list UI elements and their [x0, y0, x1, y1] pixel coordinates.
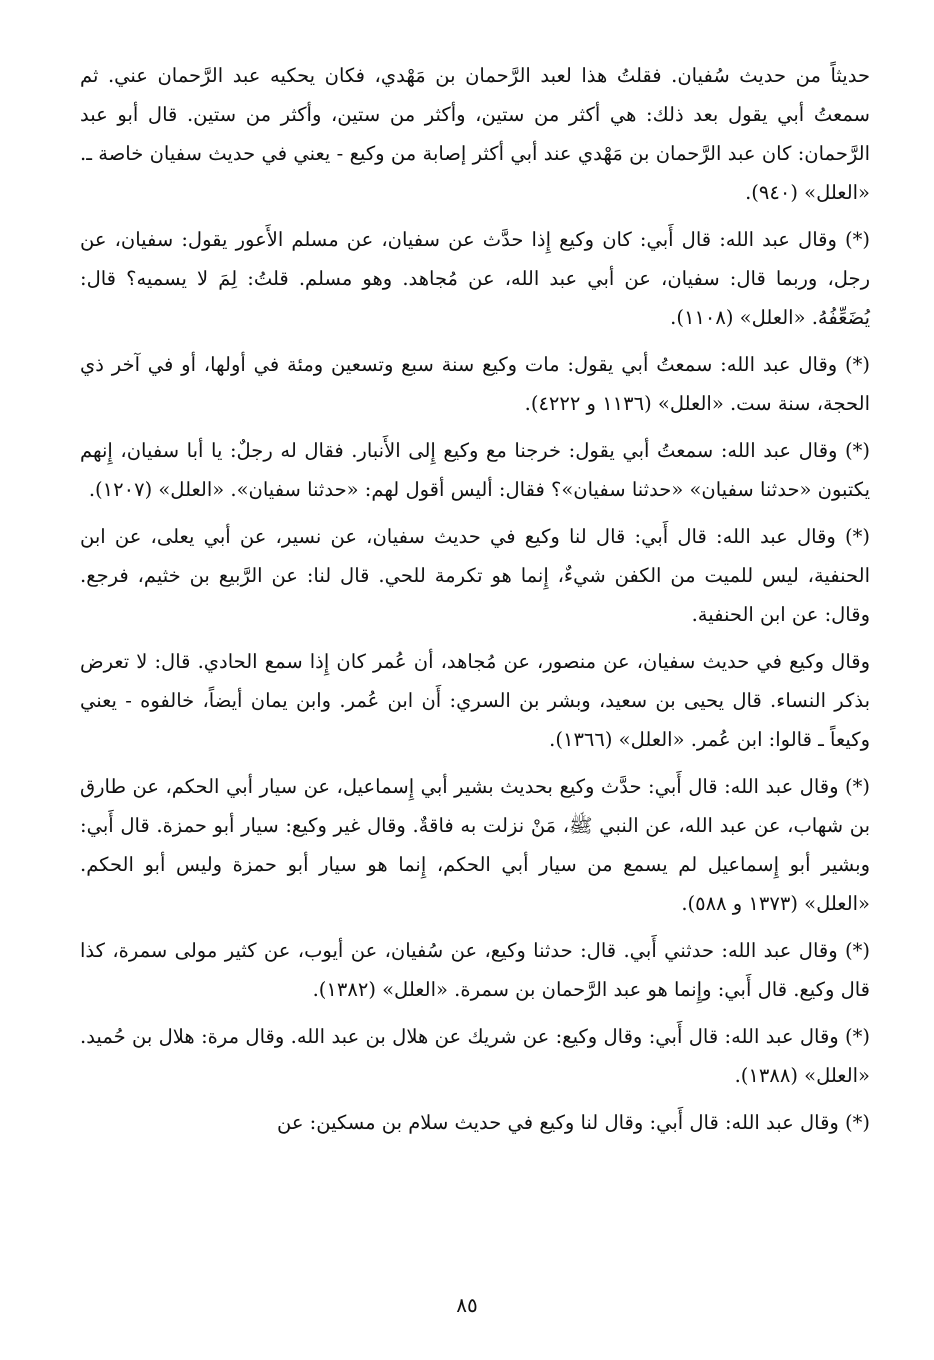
paragraph-10: (*) وقال عبد الله: قال أَبي: وقال لنا وكيع في حديث سلام بن مسكين: عن — [276, 1111, 870, 1134]
paragraph-4: (*) وقال عبد الله: سمعتُ أبي يقول: خرجنا مع وكيع إِلى الأَنبار. فقال له رجلٌ: يا أبا سفيان، إِنهم يكتبون «حدثنا سفيان» «حدثنا سفيان»؟ فقال: أليس أقول لهم: «حدثنا سفيان». «العلل» (١٢٠٧). — [80, 439, 870, 501]
paragraph-2: (*) وقال عبد الله: قال أَبي: كان وكيع إِذا حدَّث عن سفيان، عن مسلم الأَعور يقول: سفيان، عن رجل، وربما قال: سفيان، عن أبي عبد الله، عن مُجاهد. وهو مسلم. قلتُ: لِمَ لا يسميه؟ قال: يُضَعِّفُهُ. «العلل» (١١٠٨). — [80, 228, 870, 329]
paragraph-3: (*) وقال عبد الله: سمعتُ أبي يقول: مات وكيع سنة سبع وتسعين ومئة في أولها، أو في آخر ذي الحجة، سنة ست. «العلل» (١١٣٦ و ٤٢٢٢). — [80, 353, 870, 415]
text-body — [80, 56, 870, 1150]
paragraph-7: (*) وقال عبد الله: قال أَبي: حدَّث وكيع بحديث بشير أبي إِسماعيل، عن سيار أبي الحكم، عن طارق بن شهاب، عن عبد الله، عن النبي ﷺ، مَنْ نزلت به فاقةٌ. وقال غير وكيع: سيار أبو حمزة. قال أَبي: وبشير أبو إِسماعيل لم يسمع من سيار أبي الحكم، إِنما هو سيار أبو حمزة وليس أبو الحكم. «العلل» (١٣٧٣ و ٥٨٨). — [80, 775, 870, 915]
paragraph-6: وقال وكيع في حديث سفيان، عن منصور، عن مُجاهد، أن عُمر كان إِذا سمع الحادي. قال: لا تعرض بذكر النساء. قال يحيى بن سعيد، وبشر بن السري: أَن ابن عُمر. وابن يمان أيضاً، خالفوه - يعني وكيعاً ـ قالوا: ابن عُمر. «العلل» (١٣٦٦). — [80, 650, 870, 751]
paragraph-5: (*) وقال عبد الله: قال أَبي: قال لنا وكيع في حديث سفيان، عن نسير، عن أبي يعلى، عن ابن الحنفية، ليس للميت من الكفن شيءٌ، إِنما هو تكرمة للحي. قال لنا: عن الرَّبيع بن خثيم، فرجع. وقال: عن ابن الحنفية. — [80, 525, 870, 626]
paragraph-9: (*) وقال عبد الله: قال أَبي: وقال وكيع: عن شريك عن هلال بن عبد الله. وقال مرة: هلال بن حُميد. «العلل» (١٣٨٨). — [80, 1025, 870, 1087]
paragraph-8: (*) وقال عبد الله: حدثني أَبي. قال: حدثنا وكيع، عن سُفيان، عن أيوب، عن كثير مولى سمرة، كذا قال وكيع. قال أَبي: وإِنما هو عبد الرَّحمان بن سمرة. «العلل» (١٣٨٢). — [80, 939, 870, 1001]
page-number: ٨٥ — [456, 1293, 478, 1317]
paragraph-1: حديثاً من حديث سُفيان. فقلتُ هذا لعبد الرَّحمان بن مَهْدي، فكان يحكيه عبد الرَّحمان عني. ثم سمعتُ أبي يقول بعد ذلك: هي أكثر من ستين، وأكثر من ستين، وأكثر من ستين. قال أبو عبد الرَّحمان: كان عبد الرَّحمان بن مَهْدي عند أبي أكثر إصابة من وكيع - يعني في حديث سفيان خاصة ـ. «العلل» (٩٤٠). — [80, 64, 870, 204]
